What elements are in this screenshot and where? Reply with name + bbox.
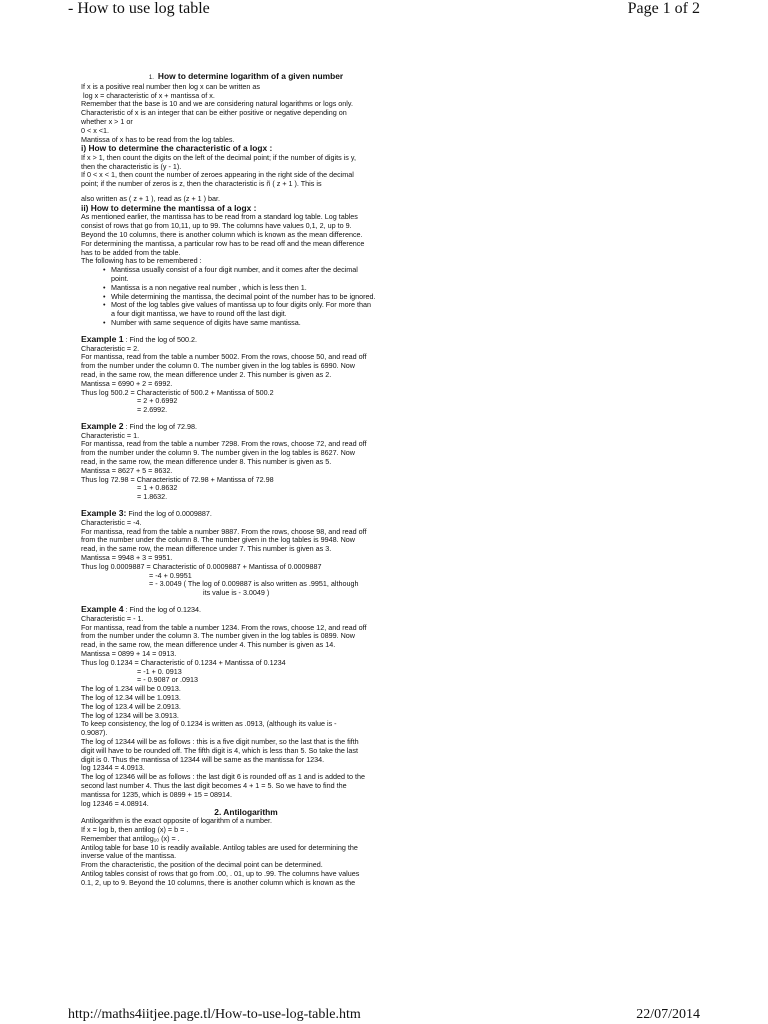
text-line: The log of 123.4 will be 2.0913.	[81, 701, 181, 711]
text-line: The log of 1234 will be 3.0913.	[81, 710, 179, 720]
example-label: Example 2	[81, 420, 124, 431]
list-item: • Mantissa usually consist of a four digit number, and it comes after the decimal	[103, 266, 411, 275]
text-line: = - 0.9087 or .0913	[137, 675, 198, 685]
text-line: 0 < x <1.	[81, 125, 109, 135]
text-line: If x > 1, then count the digits on the left of the decimal point; if the number of digits is y,	[81, 152, 356, 162]
text-line: Characteristic of x is an integer that can be either positive or negative depending on	[81, 108, 347, 118]
intro-paragraph	[81, 83, 411, 145]
text-line: If x is a positive real number then log x can be written as	[81, 81, 260, 91]
text-line: To keep consistency, the log of 0.1234 is written as .0913, (although its value is -	[81, 719, 337, 729]
example-label: Example 3:	[81, 508, 127, 519]
text-line: from the number under the column 8. The number given in the log tables is 9948. Now	[81, 535, 355, 545]
antilog-paragraph	[81, 817, 411, 887]
text-line: Characteristic = 1.	[81, 430, 140, 440]
text-line: second last number 4. Thus the last digit becomes 4 + 1 = 5. So we have to find the	[81, 780, 347, 790]
document-body	[81, 72, 411, 888]
text-line: digit is 0. Thus the mantissa of 12344 will be same as the mantissa for 1234.	[81, 754, 325, 764]
list-item: • Mantissa is a non negative real number , which is less then 1.	[103, 284, 411, 293]
example-1	[81, 335, 411, 415]
text-line: from the number under the column 3. The number given in the log tables is 0899. Now	[81, 631, 355, 641]
text-line: from the number under the column 0. The number given in the log tables is 6990. Now	[81, 361, 355, 371]
example-2	[81, 422, 411, 502]
text-line: The log of 1.234 will be 0.0913.	[81, 684, 181, 694]
text-line: For determining the mantissa, a particular row has to be read off and the mean difference	[81, 238, 365, 248]
text-line: a four digit mantissa, we have to round off the last digit.	[111, 309, 287, 319]
characteristic-paragraph	[81, 154, 411, 204]
text-line: Mantissa of x has to be read from the log tables.	[81, 134, 235, 144]
header-title: - How to use log table	[68, 0, 210, 17]
print-date: 22/07/2014	[636, 1007, 700, 1022]
example-4	[81, 605, 411, 808]
text-line: Antilogarithm is the exact opposite of logarithm of a number.	[81, 816, 272, 826]
text-line: 0.9087).	[81, 728, 108, 738]
text-line: read, in the same row, the mean difference under 2. This number is given as 2.	[81, 369, 332, 379]
text-line: = -4 + 0.9951	[149, 570, 192, 580]
list-item: • Most of the log tables give values of mantissa up to four digits only. For more than	[103, 301, 411, 310]
text-line: inverse value of the mantissa.	[81, 851, 177, 861]
text-line: read, in the same row, the mean difference under 8. This number is given as 5.	[81, 457, 332, 467]
page-number: Page 1 of 2	[627, 0, 700, 17]
text-line: read, in the same row, the mean difference under 7. This number is given as 3.	[81, 544, 332, 554]
text-line: Thus log 0.1234 = Characteristic of 0.1234 + Mantissa of 0.1234	[81, 657, 286, 667]
text-line: The log of 12346 will be as follows : the last digit 6 is rounded off as 1 and is added to the	[81, 772, 365, 782]
text-line: The log of 12344 will be as follows : this is a five digit number, so the last that is the fifth	[81, 736, 359, 746]
example-label: Example 1	[81, 333, 124, 344]
text-line: point.	[111, 273, 129, 283]
text-line: Antilog tables consist of rows that go from .00, . 01, up to .99. The columns have values	[81, 868, 360, 878]
example-task: Find the log of 0.0009887.	[126, 509, 212, 519]
text-line: = -1 + 0. 0913	[137, 666, 182, 676]
text-line: Thus log 0.0009887 = Characteristic of 0.0009887 + Mantissa of 0.0009887	[81, 561, 322, 571]
text-line: = 2.6992.	[137, 405, 168, 415]
text-line: Mantissa = 6990 + 2 = 6992.	[81, 378, 173, 388]
example-task: : Find the log of 0.1234.	[123, 605, 202, 615]
text-line: Mantissa = 9948 + 3 = 9951.	[81, 553, 173, 563]
text-line: Remember that antilog₁₀ (x) = .	[81, 833, 180, 843]
text-line: If x = log b, then antilog (x) = b = .	[81, 824, 189, 834]
text-line: Thus log 72.98 = Characteristic of 72.98 + Mantissa of 72.98	[81, 474, 274, 484]
text-line: If 0 < x < 1, then count the number of zeroes appearing in the right side of the decimal	[81, 170, 354, 180]
text-line: log 12346 = 4.08914.	[81, 798, 149, 808]
example-task: : Find the log of 500.2.	[123, 334, 198, 344]
text-line: Mantissa = 0899 + 14 = 0913.	[81, 649, 177, 659]
text-line: also written as ( z + 1 ), read as (z + 1 ) bar.	[81, 194, 221, 204]
text-line: Mantissa = 8627 + 5 = 8632.	[81, 465, 173, 475]
mantissa-rules-list	[81, 266, 411, 328]
section-1-number: 1.	[148, 75, 154, 81]
text-line: = 1.8632.	[137, 492, 168, 502]
page-footer	[0, 1005, 768, 1024]
text-line: log 12344 = 4.0913.	[81, 763, 145, 773]
text-line: from the number under the column 9. The number given in the log tables is 8627. Now	[81, 448, 355, 458]
text-line: read, in the same row, the mean difference under 4. This number is given as 14.	[81, 640, 336, 650]
text-line: From the characteristic, the position of the decimal point can be determined.	[81, 860, 323, 870]
text-line: The log of 12.34 will be 1.0913.	[81, 693, 181, 702]
text-line: For mantissa, read from the table a number 5002. From the rows, choose 50, and read off	[81, 352, 367, 362]
page-header	[0, 0, 768, 26]
text-line: Characteristic = -4.	[81, 517, 142, 527]
text-line: For mantissa, read from the table a number 9887. From the rows, choose 98, and read off	[81, 526, 367, 536]
text-line: The following has to be remembered :	[81, 256, 202, 266]
text-line: then the characteristic is (y - 1).	[81, 161, 182, 171]
text-line: consist of rows that go from 10,11, up to 99. The columns have values 0,1, 2, up to 9.	[81, 221, 352, 231]
text-line: Thus log 500.2 = Characteristic of 500.2 + Mantissa of 500.2	[81, 387, 274, 397]
characteristic-heading: i) How to determine the characteristic of a logx :	[81, 143, 273, 154]
mantissa-heading: ii) How to determine the mantissa of a logx :	[81, 202, 257, 213]
section-2-heading: 2. Antilogarithm	[214, 807, 278, 818]
text-line: = 1 + 0.8632	[137, 483, 178, 493]
text-line: mantissa for 1235, which is 0899 + 15 = 08914.	[81, 789, 233, 799]
source-url: http://maths4iitjee.page.tl/How-to-use-log-table.htm	[68, 1007, 361, 1022]
text-line: digit will have to be rounded off. The fifth digit is 4, which is less than 5. So take the last	[81, 745, 359, 755]
section-1-title: How to determine logarithm of a given number	[157, 71, 344, 81]
text-line: point; if the number of zeros is z, then the characteristic is ñ ( z + 1 ). This is	[81, 179, 322, 189]
text-line: whether x > 1 or	[81, 116, 133, 126]
text-line: As mentioned earlier, the mantissa has to be read from a standard log table. Log tables	[81, 212, 358, 222]
example-label: Example 4	[81, 604, 124, 615]
text-line: Antilog table for base 10 is readily available. Antilog tables are used for determining the	[81, 842, 358, 852]
mantissa-paragraph	[81, 213, 411, 266]
example-task: : Find the log of 72.98.	[123, 421, 198, 431]
text-line: 0.1, 2, up to 9. Beyond the 10 columns, there is another column which is known as the	[81, 877, 356, 887]
text-line: Characteristic = - 1.	[81, 613, 144, 623]
text-line: For mantissa, read from the table a number 7298. From the rows, choose 72, and read off	[81, 439, 367, 449]
text-line: = 2 + 0.6992	[137, 396, 178, 406]
list-item: • While determining the mantissa, the decimal point of the number has to be ignored.	[103, 293, 411, 302]
text-line: For mantissa, read from the table a number 1234. From the rows, choose 12, and read off	[81, 622, 367, 632]
text-line: Characteristic = 2.	[81, 343, 140, 353]
example-3	[81, 509, 411, 598]
text-line: its value is - 3.0049 )	[203, 588, 270, 598]
text-line: log x = characteristic of x + mantissa of x.	[83, 90, 215, 100]
list-item: • Number with same sequence of digits have same mantissa.	[103, 319, 411, 328]
text-line: Beyond the 10 columns, there is another column which is known as the mean difference.	[81, 229, 363, 239]
text-line: Remember that the base is 10 and we are considering natural logarithms or logs only.	[81, 99, 353, 109]
text-line: has to be added from the table.	[81, 247, 181, 257]
text-line: = - 3.0049 ( The log of 0.009887 is also written as .9951, although	[149, 579, 359, 589]
